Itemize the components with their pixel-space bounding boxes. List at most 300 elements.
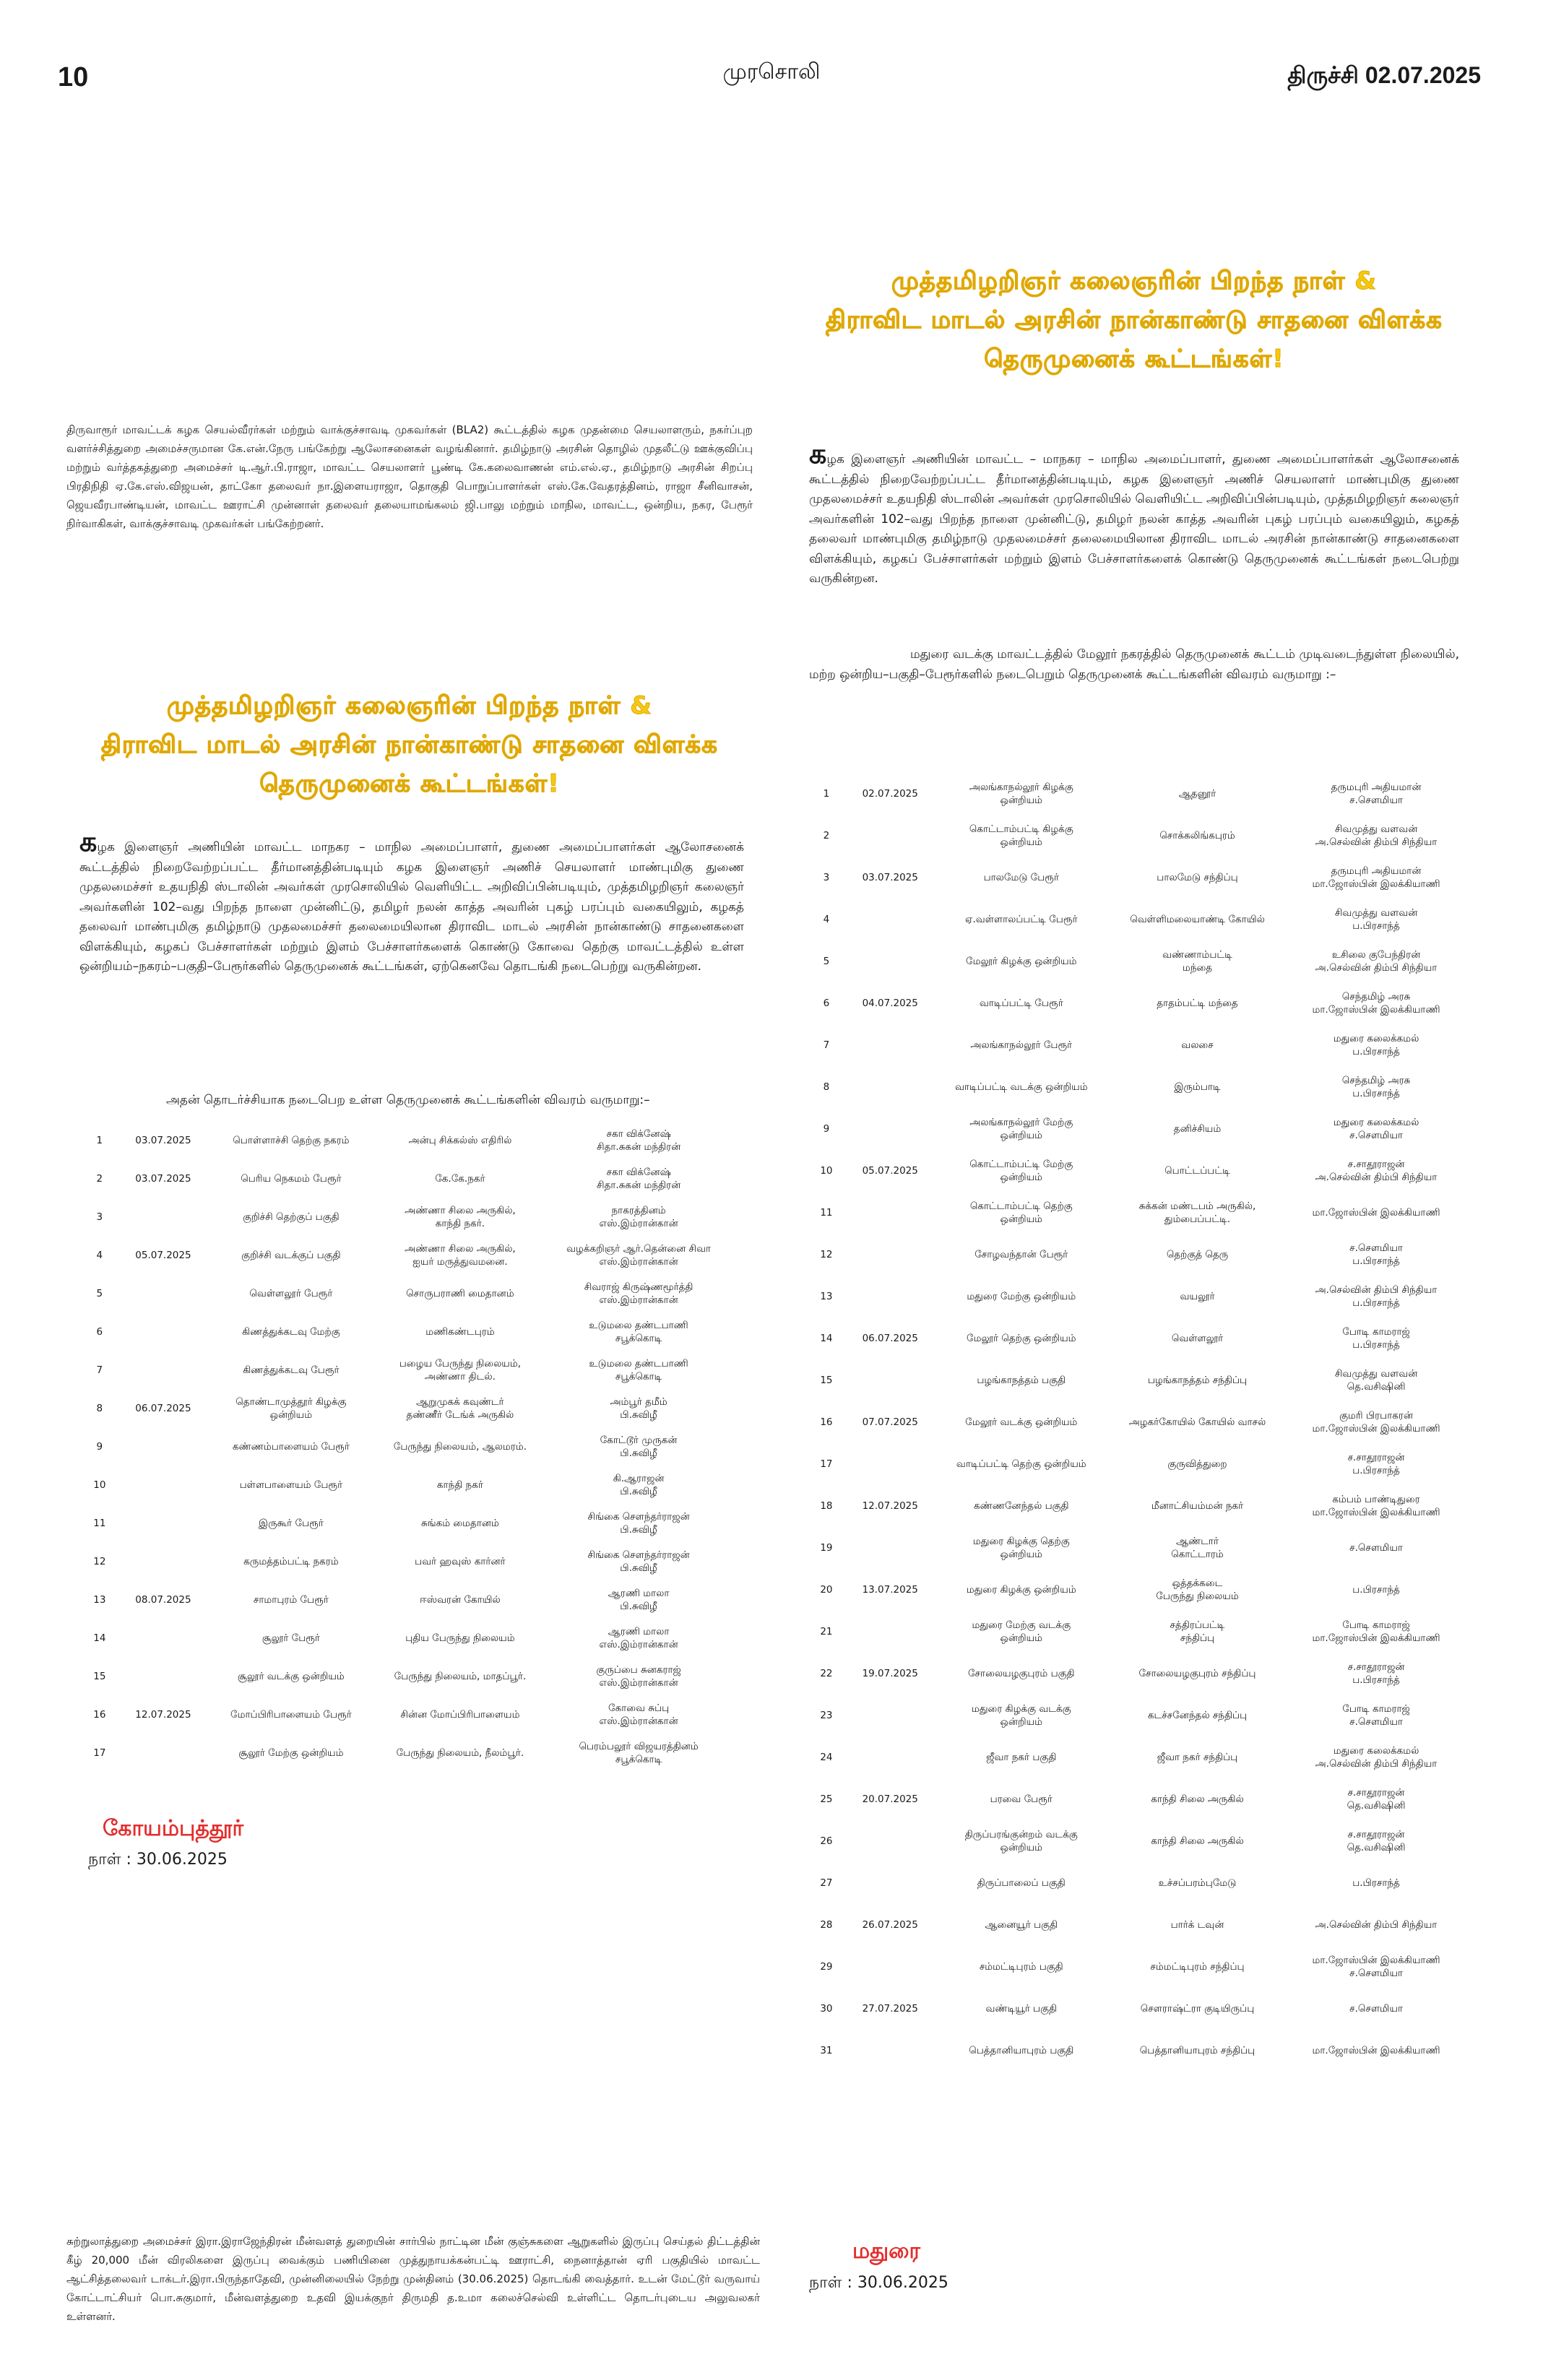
date-cell [845,1695,935,1736]
serial-number-cell: 1 [823,788,830,800]
area-cell: கிணத்துக்கடவு பேரூர் [243,1364,340,1376]
speakers-cell: உசிலை குபேந்திரன் அ.செல்வின் திம்பி சிந்தியா [1315,949,1438,974]
speakers-cell: உடுமலை தண்டபாணி சபூக்கொடி [589,1357,688,1382]
serial-number-cell: 16 [820,1416,833,1428]
right-table-row-27 [808,1862,1465,1904]
date-cell [845,2030,935,2072]
date-cell [118,1427,209,1466]
serial-number-cell: 11 [820,1207,833,1219]
speakers-cell: போடி காமராஜ் மா.ஜோஸ்பின் இலக்கியாணி [1312,1619,1440,1644]
serial-number-cell: 27 [820,1877,833,1889]
right-table-row-22 [808,1653,1465,1695]
left-dropcap: க [79,826,98,857]
serial-number-cell: 15 [93,1670,106,1682]
right-district-title: மதுரை [852,2239,921,2263]
area-cell: ஜீவா நகர் பகுதி [986,1752,1057,1763]
date-cell: 03.07.2025 [862,872,918,883]
left-para-1-text: ழக இளைஞர் அணியின் மாவட்ட மாநகர – மாநில அமைப்பாளர், துணை அமைப்பாளர்கள் ஆலோசனைக் கூட்டத்தில் நிறைவேற்றப்பட்ட தீர்மானத்தின்படியும் கழக இளைஞர் அணிச் செயலாளர் மாண்புமிகு துணை முதலமைச்சர் உதயநிதி ஸ்டாலின் அவர்கள் முரசொலியில் வெளியிட்ட அறிவிப்பின்படியும், முத்தமிழறிஞர் கலைஞர் அவர்களின் 102–வது பிறந்த நாளை முன்னிட்டு, தமிழர் நலன் காத்த அவரின் புகழ் பரப்பும் வகையிலும், கழகத் தலைவர் மாண்புமிகு தமிழ்நாடு முதலமைச்சர் தலைமையிலான திராவிட மாடல் அரசின் நான்காண்டு சாதனைகளை விளக்கியும், கழகப் பேச்சாளர்கள் மற்றும் இளம் பேச்சாளர்களைக் கொண்டு கோவை தெற்கு மாவட்டத்தில் உள்ள ஒன்றியம்–நகரம்–பகுதி–பேரூர்களில் தெருமுனைக் கூட்டங்கள், ஏற்கெனவே தொடங்கி நடைபெற்று வருகின்றன. [79,840,744,974]
left-table-row-2 [81,1159,731,1198]
left-district-title: கோயம்புத்தூர் [103,1817,244,1840]
area-cell: சம்மட்டிபுரம் பகுதி [979,1961,1063,1973]
venue-cell: வெள்ளலூர் [1171,1333,1224,1344]
speakers-cell: ஆரணி மாலா எஸ்.இம்ரான்கான் [599,1625,678,1650]
serial-number-cell: 13 [820,1291,833,1302]
left-table-row-6 [81,1312,731,1351]
venue-cell: சௌராஷ்ட்ரா குடியிருப்பு [1140,2003,1255,2015]
speakers-cell: சிவராஜ் கிருஷ்ணமூர்த்தி எஸ்.இம்ரான்கான் [584,1281,693,1306]
serial-number-cell: 22 [820,1668,833,1679]
area-cell: மோப்பிரிபாளையம் பேரூர் [230,1708,352,1721]
area-cell: வாடிப்பட்டி தெற்கு ஒன்றியம் [956,1458,1086,1470]
area-cell: பெத்தானியாபுரம் பகுதி [969,2045,1074,2056]
left-table-row-1 [81,1121,731,1159]
venue-cell: தனிச்சியம் [1173,1123,1222,1135]
serial-number-cell: 5 [96,1287,103,1299]
speakers-cell: சகா விக்னேஷ் சிதா.சுகன் மந்திரன் [597,1128,681,1153]
serial-number-cell: 18 [820,1500,833,1512]
venue-cell: சுங்கம் மைதானம் [420,1517,499,1529]
right-table-row-15 [808,1359,1465,1401]
date-cell: 06.07.2025 [135,1402,191,1414]
area-cell: மதுரை மேற்கு ஒன்றியம் [967,1291,1076,1302]
venue-cell: கடச்சனேந்தல் சந்திப்பு [1147,1710,1248,1721]
serial-number-cell: 12 [93,1555,106,1567]
venue-cell: மீனாட்சியம்மன் நகர் [1151,1500,1244,1512]
date-cell: 12.07.2025 [135,1708,191,1721]
left-table-row-3 [81,1198,731,1236]
left-table-row-13 [81,1580,731,1619]
area-cell: கண்ணனேந்தல் பகுதி [973,1500,1069,1512]
left-headline-line-2: திராவிட மாடல் அரசின் நான்காண்டு சாதனை விளக்க [101,730,718,759]
speakers-cell: சிவமுத்து வளவன் ப.பிரசாந்த் [1334,907,1418,932]
venue-cell: சின்ன மோப்பிரிபாளையம் [400,1708,520,1721]
right-article-para-2: மதுரை வடக்கு மாவட்டத்தில் மேலூர் நகரத்தில் தெருமுனைக் கூட்டம் முடிவடைந்துள்ள நிலையில், மற்ற ஒன்றிய–பகுதி–பேரூர்களில் நடைபெறும் தெருமுனைக் கூட்டங்களின் விவரம் வருமாறு :– [809,647,1459,682]
speakers-cell: மதுரை கலைக்கமல் ப.பிரசாந்த் [1333,1033,1419,1057]
date-cell: 19.07.2025 [862,1668,918,1679]
speakers-cell: குமரி பிரபாகரன் மா.ஜோஸ்பின் இலக்கியாணி [1312,1410,1440,1435]
right-table-row-9 [808,1108,1465,1150]
venue-cell: பொட்டப்பட்டி [1164,1165,1230,1177]
speakers-cell: அம்பூர் தமீம் பி.சுவிழீ [610,1395,667,1421]
area-cell: அலங்காநல்லூர் மேற்கு ஒன்றியம் [969,1117,1073,1141]
venue-cell: பேருந்து நிலையம், மாதப்பூர். [394,1670,527,1682]
date-cell: 27.07.2025 [862,2003,918,2015]
right-table-row-11 [808,1192,1465,1234]
area-cell: சோழவந்தான் பேரூர் [974,1249,1068,1260]
date-cell [118,1504,209,1542]
right-table-row-5 [808,940,1465,982]
area-cell: பழங்காநத்தம் பகுதி [977,1375,1066,1386]
speakers-cell: நாகரத்தினம் எஸ்.இம்ரான்கான் [599,1204,678,1229]
left-article-headline [66,686,753,803]
venue-cell: பாலமேடு சந்திப்பு [1157,872,1238,883]
area-cell: கொட்டாம்பட்டி மேற்கு ஒன்றியம் [969,1159,1073,1183]
right-table-row-16 [808,1401,1465,1443]
photo-caption-thiruvarur: திருவாரூர் மாவட்டக் கழக செயல்வீரர்கள் மற்றும் வாக்குச்சாவடி முகவர்கள் (BLA2) கூட்டத்தில் கழக முதன்மை செயலாளரும், நகர்ப்புற வளர்ச்சித்துறை அமைச்சருமான கே.என்.நேரு பங்கேற்று ஆலோசனைகள் வழங்கினார். தமிழ்நாடு அரசின் தொழில் முதலீட்டு ஊக்குவிப்பு மற்றும் வர்த்தகத்துறை அமைச்சர் டி.ஆர்.பி.ராஜா, மாவட்ட செயலாளர் பூண்டி கே.கலைவாணன் எம்.எல்.ஏ., தமிழ்நாடு அரசின் சிறப்பு பிரதிநிதி ஏ.கே.எஸ்.விஜயன், தாட்கோ தலைவர் நா.இளையராஜா, தொகுதி பொறுப்பாளர்கள் எஸ்.கே.வேதரத்தினம், ராஜா சீனிவாசன், ஜெயவீரபாண்டியன், மாவட்ட ஊராட்சி முன்னாள் தலைவர் தலையாமங்கலம் ஜி.பாலு மற்றும் மாநில, மாவட்ட, ஒன்றிய, நகர, பேரூர் நிர்வாகிகள், வாக்குச்சாவடி முகவர்கள் பங்கேற்றனர். [66,423,753,530]
area-cell: கருமத்தம்பட்டி நகரம் [243,1555,339,1567]
right-table-row-20 [808,1569,1465,1611]
serial-number-cell: 14 [93,1632,106,1644]
speakers-cell: ப.பிரசாந்த் [1352,1584,1400,1596]
right-table-row-25 [808,1778,1465,1820]
date-cell [845,1736,935,1778]
left-table-row-5 [81,1274,731,1312]
right-schedule-table [808,773,1465,2072]
right-headline-line-2: திராவிட மாடல் அரசின் நான்காண்டு சாதனை விளக்க [826,306,1443,334]
speakers-cell: சிவமுத்து வளவன் தெ.வசிஷினி [1334,1368,1418,1393]
right-table-row-21 [808,1611,1465,1653]
publication-name: முரசொலி [722,59,821,85]
date-cell [845,1946,935,1988]
serial-number-cell: 9 [823,1123,830,1135]
area-cell: மேலூர் தெற்கு ஒன்றியம் [967,1333,1076,1344]
venue-cell: பேருந்து நிலையம், ஆலமரம். [393,1440,527,1453]
venue-cell: ஈஸ்வரன் கோயில் [420,1593,501,1606]
speakers-cell: ச.சாதூராஜன் தெ.வசிஷினி [1347,1829,1406,1853]
date-cell [845,1024,935,1066]
serial-number-cell: 30 [820,2003,833,2015]
speakers-cell: ச.சௌமியா ப.பிரசாந்த் [1349,1242,1403,1267]
date-cell [845,1359,935,1401]
left-table-row-10 [81,1466,731,1504]
speakers-cell: சிவமுத்து வளவன் அ.செல்வின் திம்பி சிந்தியா [1315,823,1438,848]
speakers-cell: ச.சௌமியா [1349,2003,1403,2015]
serial-number-cell: 17 [93,1747,106,1759]
right-table-row-30 [808,1988,1465,2030]
right-table-row-19 [808,1527,1465,1569]
speakers-cell: சகா விக்னேஷ் சிதா.சுகன் மந்திரன் [597,1166,681,1191]
area-cell: அலங்காநல்லூர் பேரூர் [970,1039,1073,1051]
area-cell: பெரிய நெகமம் பேரூர் [241,1172,342,1185]
date-cell [845,1820,935,1862]
left-article-para-2: அதன் தொடர்ச்சியாக நடைபெற உள்ள தெருமுனைக் கூட்டங்களின் விவரம் வருமாறு:– [166,1093,650,1107]
area-cell: திருப்பாலைப் பகுதி [977,1877,1066,1889]
date-cell [845,899,935,940]
area-cell: கண்ணம்பாளையம் பேரூர் [232,1440,350,1453]
right-table-row-29 [808,1946,1465,1988]
venue-cell: பேருந்து நிலையம், நீலம்பூர். [396,1747,524,1759]
area-cell: மதுரை கிழக்கு தெற்கு ஒன்றியம் [972,1536,1070,1560]
speakers-cell: மதுரை கலைக்கமல் ச.சௌமியா [1333,1117,1419,1141]
left-article-para-1 [79,826,744,977]
date-cell: 12.07.2025 [862,1500,918,1512]
date-cell [845,1192,935,1234]
speakers-cell: அ.செல்வின் திம்பி சிந்தியா [1315,1919,1438,1931]
venue-cell: ஒத்தக்கடை பேருந்து நிலையம் [1156,1578,1239,1602]
serial-number-cell: 23 [820,1710,833,1721]
venue-cell: அழகர்கோயில் கோயில் வாசல் [1128,1416,1266,1428]
right-date-line: நாள் : 30.06.2025 [809,2274,948,2292]
date-cell [118,1312,209,1351]
left-table-row-9 [81,1427,731,1466]
left-table-row-15 [81,1657,731,1695]
serial-number-cell: 4 [96,1249,103,1261]
area-cell: பொள்ளாச்சி தெற்கு நகரம் [233,1134,350,1146]
speakers-cell: போடி காமராஜ் ச.சௌமியா [1342,1703,1410,1728]
area-cell: மதுரை கிழக்கு ஒன்றியம் [966,1584,1076,1596]
date-cell [845,1527,935,1569]
speakers-cell: குருப்பை சுனகராஜ் எஸ்.இம்ரான்கான் [596,1663,681,1689]
speakers-cell: ச.சாதூராஜன் ப.பிரசாந்த் [1347,1661,1405,1686]
serial-number-cell: 20 [820,1584,833,1596]
page-number: 10 [58,62,89,92]
speakers-cell: ப.பிரசாந்த் [1352,1877,1400,1889]
serial-number-cell: 21 [820,1626,833,1637]
right-table-row-4 [808,899,1465,940]
serial-number-cell: 16 [93,1708,106,1721]
right-article-para-1 [809,438,1459,589]
area-cell: பள்ளபாளையம் பேரூர் [239,1479,343,1491]
serial-number-cell: 1 [96,1134,103,1146]
speakers-cell: கம்பம் பாண்டிதுரை மா.ஜோஸ்பின் இலக்கியாணி [1312,1494,1440,1518]
venue-cell: கே.கே.நகர் [435,1172,485,1185]
area-cell: அலங்காநல்லூர் கிழக்கு ஒன்றியம் [969,782,1073,806]
left-headline-line-3: தெருமுனைக் கூட்டங்கள்! [259,769,560,798]
serial-number-cell: 31 [820,2045,833,2056]
venue-cell: பழைய பேருந்து நிலையம், அண்ணா திடல். [399,1357,522,1382]
date-cell: 13.07.2025 [862,1584,918,1596]
date-cell [118,1351,209,1389]
serial-number-cell: 26 [820,1835,833,1847]
date-cell [845,1108,935,1150]
venue-cell: பவர் ஹவுஸ் கார்னர் [415,1555,506,1567]
area-cell: கொட்டாம்பட்டி கிழக்கு ஒன்றியம் [969,823,1073,848]
right-headline-line-1: முத்தமிழறிஞர் கலைஞரின் பிறந்த நாள் & [891,267,1377,295]
date-cell: 20.07.2025 [862,1793,918,1805]
right-table-row-8 [808,1066,1465,1108]
date-cell [118,1734,209,1772]
right-table-row-31 [808,2030,1465,2072]
speakers-cell: போடி காமராஜ் ப.பிரசாந்த் [1342,1326,1410,1351]
speakers-cell: சிங்கை சௌந்தர்ராஜன் பி.சுவிழீ [587,1549,690,1574]
serial-number-cell: 15 [820,1375,833,1386]
venue-cell: சோலையழகுபுரம் சந்திப்பு [1138,1668,1256,1679]
speakers-cell: சிங்கை சௌந்தர்ராஜன் பி.சுவிழீ [587,1510,690,1536]
area-cell: சாமாபுரம் பேரூர் [253,1593,329,1606]
serial-number-cell: 6 [96,1325,103,1338]
area-cell: வெள்ளலூர் பேரூர் [249,1287,333,1299]
right-table-row-2 [808,815,1465,857]
area-cell: மேலூர் வடக்கு ஒன்றியம் [965,1416,1078,1428]
right-table-row-14 [808,1317,1465,1359]
venue-cell: மணிகண்டபுரம் [425,1325,495,1338]
serial-number-cell: 19 [820,1542,833,1554]
venue-cell: அன்பு சிக்கல்ஸ் எதிரில் [408,1134,512,1146]
serial-number-cell: 4 [823,914,830,925]
date-cell [118,1657,209,1695]
serial-number-cell: 10 [93,1479,106,1491]
serial-number-cell: 5 [823,956,830,967]
speakers-cell: வழக்கறிஞர் ஆர்.தென்னை சிவா எஸ்.இம்ரான்கான் [566,1242,712,1268]
right-article-headline [809,261,1459,378]
venue-cell: வெள்ளிமலையாண்டி கோயில் [1130,914,1265,925]
serial-number-cell: 7 [96,1364,103,1376]
right-table-row-7 [808,1024,1465,1066]
area-cell: ஆனையூர் பகுதி [985,1919,1058,1931]
venue-cell: ஆதனூர் [1178,788,1216,800]
venue-cell: தெற்குத் தெரு [1166,1249,1229,1260]
date-cell [845,815,935,857]
left-schedule-table [81,1121,731,1772]
right-table-row-3 [808,857,1465,899]
serial-number-cell: 17 [820,1458,833,1470]
area-cell: சூலூர் மேற்கு ஒன்றியம் [238,1747,344,1759]
date-cell [845,1443,935,1485]
photo-caption-bottom: சுற்றுலாத்துறை அமைச்சர் இரா.இராஜேந்திரன் மீன்வளத் துறையின் சார்பில் நாட்டின மீன் குஞ்சுகளை ஆறுகளில் இருப்பு செய்தல் திட்டத்தின் கீழ் 20,000 மீன் விரலிகளை இருப்பு வைக்கும் பணியினை முத்துநாயக்கன்பட்டி ஊராட்சி, நைனாத்தான் ஏரி பகுதியில் மாவட்ட ஆட்சித்தலைவர் டாக்டர்.இரா.பிருந்தாதேவி, முன்னிலையில் நேற்று முன்தினம் (30.06.2025) தொடங்கி வைத்தார். உடன் மேட்டூர் வருவாய் கோட்டாட்சியர் பொ.சுகுமார், மீன்வளத்துறை உதவி இயக்குநர் திருமதி த.உமா கலைச்செல்வி உள்ளிட்ட தொடர்புடைய அலுவலகர் உள்ளனர். [66,2235,760,2323]
area-cell: சூலூர் வடக்கு ஒன்றியம் [238,1670,345,1682]
venue-cell: வயலூர் [1180,1291,1215,1302]
area-cell: பரவை பேரூர் [990,1793,1053,1805]
area-cell: ஏ.வள்ளாலப்பட்டி பேரூர் [965,914,1078,925]
right-table-row-6 [808,982,1465,1024]
speakers-cell: மா.ஜோஸ்பின் இலக்கியாணி [1312,1207,1440,1219]
left-headline-line-1: முத்தமிழறிஞர் கலைஞரின் பிறந்த நாள் & [167,691,652,720]
date-cell [845,1066,935,1108]
left-table-row-7 [81,1351,731,1389]
area-cell: குறிச்சி தெற்குப் பகுதி [243,1211,340,1223]
left-date-line: நாள் : 30.06.2025 [88,1851,228,1869]
serial-number-cell: 3 [96,1211,103,1223]
speakers-cell: பெரம்பலூர் விஜயரத்தினம் சபூக்கொடி [579,1740,699,1765]
right-table-row-18 [808,1485,1465,1527]
right-table-row-17 [808,1443,1465,1485]
venue-cell: குருவித்துறை [1167,1458,1227,1470]
area-cell: திருப்பரங்குன்றம் வடக்கு ஒன்றியம் [964,1829,1078,1853]
venue-cell: ஆண்டார் கொட்டாரம் [1171,1536,1224,1560]
date-cell: 06.07.2025 [862,1333,918,1344]
speakers-cell: கோட்டூர் முருகன் பி.சுவிழீ [600,1434,678,1459]
area-cell: கொட்டாம்பட்டி தெற்கு ஒன்றியம் [969,1200,1073,1225]
speakers-cell: அ.செல்வின் திம்பி சிந்தியா ப.பிரசாந்த் [1315,1284,1438,1309]
speakers-cell: மா.ஜோஸ்பின் இலக்கியாணி ச.சௌமியா [1312,1955,1440,1979]
venue-cell: வலசை [1181,1039,1214,1051]
serial-number-cell: 29 [820,1961,833,1973]
venue-cell: பார்க் டவுன் [1170,1919,1224,1931]
area-cell: வண்டியூர் பகுதி [985,2003,1058,2015]
serial-number-cell: 2 [823,830,830,841]
speakers-cell: செந்தமிழ் அரசு ப.பிரசாந்த் [1341,1075,1411,1099]
right-table-row-10 [808,1150,1465,1192]
left-table-row-8 [81,1389,731,1427]
right-dropcap: க [809,438,827,469]
right-table-row-23 [808,1695,1465,1736]
serial-number-cell: 10 [820,1165,833,1177]
area-cell: குறிச்சி வடக்குப் பகுதி [241,1249,341,1261]
speakers-cell: மா.ஜோஸ்பின் இலக்கியாணி [1312,2045,1440,2056]
date-cell: 08.07.2025 [135,1593,191,1606]
venue-cell: சத்திரப்பட்டி சந்திப்பு [1170,1619,1225,1644]
left-table-row-14 [81,1619,731,1657]
date-cell: 05.07.2025 [135,1249,191,1261]
left-table-row-16 [81,1695,731,1734]
right-headline-line-3: தெருமுனைக் கூட்டங்கள்! [984,345,1284,373]
venue-cell: சம்மட்டிபுரம் சந்திப்பு [1150,1961,1245,1973]
left-table-row-12 [81,1542,731,1580]
area-cell: மதுரை மேற்கு வடக்கு ஒன்றியம் [972,1619,1071,1644]
venue-cell: பெத்தானியாபுரம் சந்திப்பு [1139,2045,1255,2056]
area-cell: சூலூர் பேரூர் [262,1632,320,1644]
right-table-row-13 [808,1276,1465,1317]
date-cell: 04.07.2025 [862,998,918,1009]
serial-number-cell: 11 [93,1517,106,1529]
area-cell: பாலமேடு பேரூர் [983,872,1059,883]
date-cell [118,1198,209,1236]
venue-cell: தாதம்பட்டி மந்தை [1157,998,1238,1009]
venue-cell: இரும்பாடி [1174,1081,1221,1093]
serial-number-cell: 28 [820,1919,833,1931]
serial-number-cell: 7 [823,1039,830,1051]
date-cell: 03.07.2025 [135,1134,191,1146]
serial-number-cell: 24 [820,1752,833,1763]
venue-cell: சுக்கன் மண்டபம் அருகில், தும்பைப்பட்டி. [1138,1200,1256,1225]
date-cell: 02.07.2025 [862,788,918,800]
venue-cell: ஜீவா நகர் சந்திப்பு [1157,1752,1238,1763]
venue-cell: வண்ணாம்பட்டி மந்தை [1162,949,1232,974]
venue-cell: ஆறுமுகக் கவுண்டர் தண்ணீர் டேங்க் அருகில் [406,1395,514,1421]
venue-cell: உச்சப்பரம்புமேடு [1158,1877,1237,1889]
left-table-row-17 [81,1734,731,1772]
speakers-cell: ச.சாதூராஜன் அ.செல்வின் திம்பி சிந்தியா [1315,1159,1438,1183]
speakers-cell: ச.சாதூராஜன் ப.பிரசாந்த் [1347,1452,1405,1476]
serial-number-cell: 8 [96,1402,103,1414]
serial-number-cell: 14 [820,1333,833,1344]
date-cell [845,1276,935,1317]
area-cell: வாடிப்பட்டி வடக்கு ஒன்றியம் [955,1081,1088,1093]
speakers-cell: ஆரணி மாலா பி.சுவிழீ [608,1587,670,1612]
serial-number-cell: 9 [96,1440,103,1453]
area-cell: வாடிப்பட்டி பேரூர் [979,998,1063,1009]
right-para-1-text: ழக இளைஞர் அணியின் மாவட்ட – மாநகர – மாநில அமைப்பாளர், துணை அமைப்பாளர்கள் ஆலோசனைக் கூட்டத்தில் நிறைவேற்றப்பட்ட தீர்மானத்தின்படியும், கழக இளைஞர் அணிச் செயலாளர் மாண்புமிகு துணை முதலமைச்சர் உதயநிதி ஸ்டாலின் அவர்கள் முரசொலியில் வெளியிட்ட அறிவிப்பின்படியும், முத்தமிழறிஞர் கலைஞர் அவர்களின் 102–வது பிறந்த நாளை முன்னிட்டு, தமிழர் நலன் காத்த அவரின் புகழ் பரப்பும் வகையிலும், கழகத் தலைவர் மாண்புமிகு தமிழ்நாடு முதலமைச்சர் தலைமையிலான திராவிட மாடல் அரசின் நான்காண்டு சாதனைகளை விளக்கியும், கழகப் பேச்சாளர்கள் மற்றும் இளம் பேச்சாளர்களைக் கொண்டு தெருமுனைக் கூட்டங்கள் நடைபெற்று வருகின்றன. [809,452,1459,586]
venue-cell: அண்ணா சிலை அருகில், காந்தி நகர். [405,1204,516,1229]
right-table-row-1 [808,773,1465,815]
serial-number-cell: 12 [820,1249,833,1260]
speakers-cell: தருமபுரி அதியமான் ச.சௌமியா [1331,782,1422,806]
venue-cell: காந்தி நகர் [436,1479,483,1491]
right-table-row-26 [808,1820,1465,1862]
serial-number-cell: 3 [823,872,830,883]
speakers-cell: தருமபுரி அதியமான் மா.ஜோஸ்பின் இலக்கியாணி [1312,865,1440,890]
serial-number-cell: 13 [93,1593,106,1606]
serial-number-cell: 25 [820,1793,833,1805]
speakers-cell: கி.ஆராஜன் பி.சுவிழீ [613,1472,665,1497]
date-cell [118,1274,209,1312]
date-cell [845,1234,935,1276]
speakers-cell: உடுமலை தண்டபாணி சபூக்கொடி [589,1319,688,1344]
edition-date: திருச்சி 02.07.2025 [1287,62,1481,88]
serial-number-cell: 2 [96,1172,103,1185]
venue-cell: பழங்காநத்தம் சந்திப்பு [1147,1375,1248,1386]
venue-cell: அண்ணா சிலை அருகில், ஐயர் மருத்துவமனை. [405,1242,516,1268]
serial-number-cell: 6 [823,998,830,1009]
speakers-cell: மதுரை கலைக்கமல் அ.செல்வின் திம்பி சிந்தியா [1315,1745,1438,1770]
speakers-cell: ச.சாதூராஜன் தெ.வசிஷினி [1347,1787,1406,1812]
date-cell: 26.07.2025 [862,1919,918,1931]
date-cell [845,1611,935,1653]
area-cell: சோலையழகுபுரம் பகுதி [967,1668,1075,1679]
venue-cell: சொருபராணி மைதானம் [406,1287,514,1299]
area-cell: மதுரை கிழக்கு வடக்கு ஒன்றியம் [971,1703,1071,1728]
date-cell: 03.07.2025 [135,1172,191,1185]
left-table-row-4 [81,1236,731,1274]
date-cell [845,1862,935,1904]
date-cell: 07.07.2025 [862,1416,918,1428]
venue-cell: புதிய பேருந்து நிலையம் [405,1632,515,1644]
date-cell [845,940,935,982]
venue-cell: சொக்கலிங்கபுரம் [1159,830,1235,841]
area-cell: மேலூர் கிழக்கு ஒன்றியம் [966,956,1077,967]
speakers-cell: ச.சௌமியா [1349,1542,1403,1554]
area-cell: தொண்டாமுத்தூர் கிழக்கு ஒன்றியம் [235,1395,347,1421]
